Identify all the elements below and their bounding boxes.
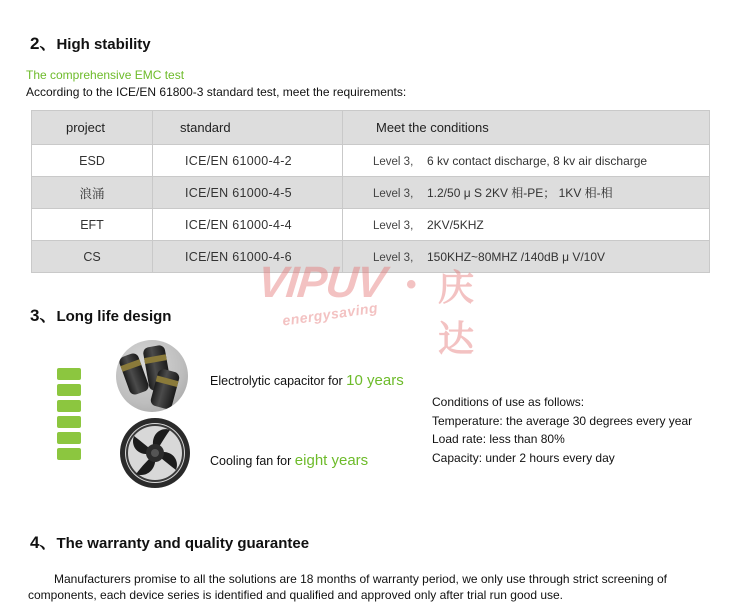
table-row <box>32 145 710 177</box>
section-title: The warranty and quality guarantee <box>56 535 310 552</box>
life-bar <box>57 384 81 396</box>
table-header-row <box>32 111 710 145</box>
watermark-dot: • <box>406 268 417 301</box>
warranty-paragraph: Manufacturers promise to all the solutions are 18 months of warranty period, we only use through strict screening of components, each device series is identified and qualified and approved only after trial run good use. <box>28 572 667 602</box>
condition-capacity: Capacity: under 2 hours every day <box>432 450 615 465</box>
table-row <box>32 241 710 273</box>
fan-years: eight years <box>294 452 369 469</box>
section-heading-high-stability <box>30 29 151 54</box>
cell-project: ESD <box>32 145 153 177</box>
cell-level: Level 3, <box>373 219 414 232</box>
cell-project: 浪涌 <box>32 177 153 209</box>
emc-subtitle: The comprehensive EMC test <box>26 68 185 82</box>
capacitor-life-text <box>210 372 404 389</box>
life-bar <box>57 416 81 428</box>
cell-standard: ICE/EN 61000-4-2 <box>153 145 343 177</box>
life-bar <box>57 368 81 380</box>
cell-condition-text: 150KHZ~80MHZ /140dB μ V/10V <box>427 249 606 264</box>
life-bar <box>57 432 81 444</box>
capacitor-label: Electrolytic capacitor for <box>210 374 343 388</box>
header-standard: standard <box>153 111 343 145</box>
condition-load-rate: Load rate: less than 80% <box>432 432 565 446</box>
section-heading-long-life <box>30 301 171 326</box>
cell-standard: ICE/EN 61000-4-5 <box>153 177 343 209</box>
life-bar <box>57 448 81 460</box>
watermark-cn: 庆达 <box>438 268 475 360</box>
capacitor-image <box>116 340 188 412</box>
cell-condition <box>343 241 710 273</box>
cell-condition <box>343 145 710 177</box>
fan-life-text <box>210 452 368 469</box>
cell-condition-text: 6 kv contact discharge, 8 kv air discharge <box>427 153 648 168</box>
life-bar <box>57 400 81 412</box>
conditions-heading: Conditions of use as follows: <box>432 395 585 409</box>
watermark-sub: energysaving <box>281 299 379 329</box>
cell-condition <box>343 209 710 241</box>
section-number: 3、 <box>30 306 57 325</box>
section-heading-warranty <box>30 528 309 553</box>
cooling-fan-image <box>118 416 192 490</box>
fan-label: Cooling fan for <box>210 454 292 468</box>
emc-test-table <box>31 110 710 273</box>
cell-level: Level 3, <box>373 188 414 200</box>
life-bars <box>57 368 81 464</box>
cell-condition-text: 2KV/5KHZ <box>427 217 484 232</box>
cell-condition-text: 1.2/50 μ S 2KV 相-PE； 1KV 相-相 <box>427 186 613 200</box>
table-row <box>32 209 710 241</box>
header-project: project <box>32 111 153 145</box>
usage-conditions <box>432 393 692 467</box>
section-title: High stability <box>56 36 151 53</box>
cell-project: EFT <box>32 209 153 241</box>
header-conditions: Meet the conditions <box>343 111 710 145</box>
cell-level: Level 3, <box>373 251 414 264</box>
section-title: Long life design <box>56 308 172 325</box>
cell-standard: ICE/EN 61000-4-6 <box>153 241 343 273</box>
section-number: 2、 <box>30 34 57 53</box>
cell-condition <box>343 177 710 209</box>
cell-standard: ICE/EN 61000-4-4 <box>153 209 343 241</box>
emc-description: According to the ICE/EN 61800-3 standard test, meet the requirements: <box>26 85 407 99</box>
section-number: 4、 <box>30 533 57 552</box>
table-row <box>32 177 710 209</box>
condition-temperature: Temperature: the average 30 degrees every year <box>432 413 693 428</box>
cell-level: Level 3, <box>373 155 414 168</box>
capacitor-years: 10 years <box>346 372 404 389</box>
watermark-brand: VIPUV <box>255 258 388 307</box>
cell-project: CS <box>32 241 153 273</box>
